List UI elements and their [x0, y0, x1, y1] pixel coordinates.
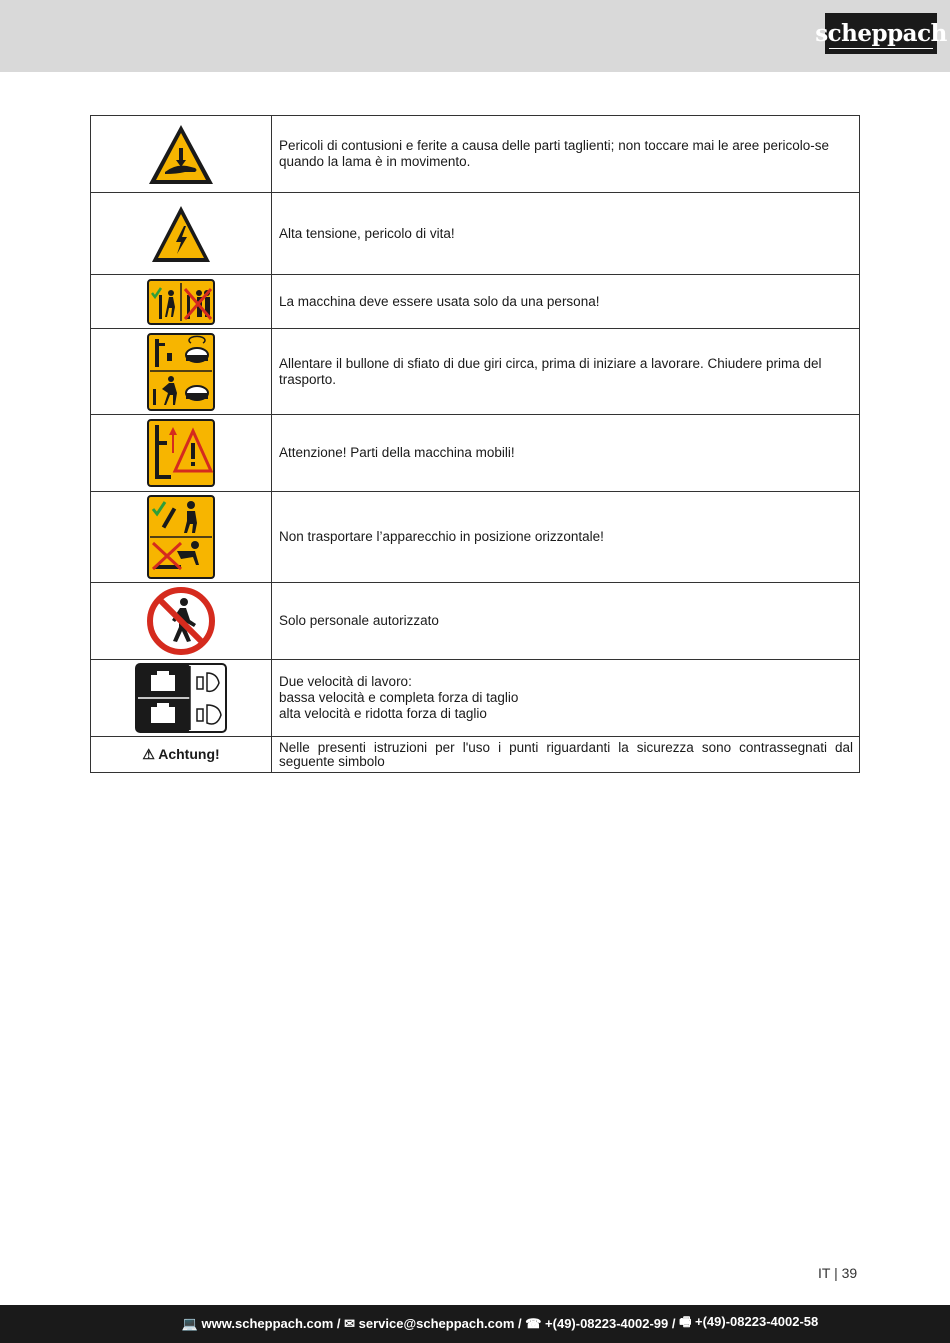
- header-bar: [0, 0, 950, 72]
- row-text: Solo personale autorizzato: [272, 583, 860, 660]
- moving-parts-warning-icon: [147, 419, 215, 487]
- table-row: [91, 415, 860, 492]
- icon-cell: [91, 116, 272, 193]
- icon-cell: [91, 275, 272, 329]
- speed-line: bassa velocità e completa forza di taglio: [279, 690, 519, 705]
- footer-bar: [0, 1305, 950, 1343]
- table-row: [91, 193, 860, 275]
- row-text: Attenzione! Parti della macchina mobili!: [272, 415, 860, 492]
- icon-cell: [91, 492, 272, 583]
- speed-line: Due velocità di lavoro:: [279, 674, 412, 689]
- table-row: [91, 275, 860, 329]
- speed-line: alta velocità e ridotta forza di taglio: [279, 706, 487, 721]
- no-horizontal-transport-icon: [147, 495, 215, 579]
- row-text: Nelle presenti istruzioni per l'uso i punti riguardanti la sicurezza sono contrassegnati dal seguente simbolo: [272, 737, 860, 773]
- icon-cell: [91, 329, 272, 415]
- table-row: [91, 116, 860, 193]
- vent-bolt-icon: [147, 333, 215, 411]
- table-row: [91, 583, 860, 660]
- table-row: [91, 737, 860, 773]
- table-row: [91, 329, 860, 415]
- row-text: La macchina deve essere usata solo da una persona!: [272, 275, 860, 329]
- row-text: [272, 660, 860, 737]
- row-text: Pericoli di contusioni e ferite a causa delle parti taglienti; non toccare mai le aree pericolo-se quando la lama è in movimento.: [272, 116, 860, 193]
- high-voltage-warning-icon: [150, 204, 212, 264]
- footer-fax: 🖷 +(49)-08223-4002-58: [679, 1314, 819, 1329]
- page-number: IT | 39: [818, 1265, 858, 1281]
- row-text: Allentare il bullone di sfiato di due giri circa, prima di iniziare a lavorare. Chiudere prima del trasporto.: [272, 329, 860, 415]
- row-text: Alta tensione, pericolo di vita!: [272, 193, 860, 275]
- scheppach-logo: scheppach: [825, 13, 937, 54]
- symbols-table: [90, 115, 860, 773]
- icon-cell: [91, 583, 272, 660]
- footer-email[interactable]: ✉ service@scheppach.com /: [344, 1316, 522, 1331]
- icon-cell: [91, 660, 272, 737]
- achtung-label: ⚠ Achtung!: [91, 737, 272, 773]
- footer-website[interactable]: 💻 www.scheppach.com /: [181, 1316, 341, 1331]
- no-unauthorized-entry-icon: [146, 586, 216, 656]
- icon-cell: [91, 415, 272, 492]
- row-text: Non trasportare l’apparecchio in posizione orizzontale!: [272, 492, 860, 583]
- two-speed-icon: [135, 663, 227, 733]
- one-person-operation-icon: [147, 279, 215, 325]
- table-row: [91, 492, 860, 583]
- table-row: [91, 660, 860, 737]
- icon-cell: [91, 193, 272, 275]
- footer-phone[interactable]: ☎ +(49)-08223-4002-99 /: [525, 1316, 676, 1331]
- cut-hazard-warning-icon: [147, 122, 215, 186]
